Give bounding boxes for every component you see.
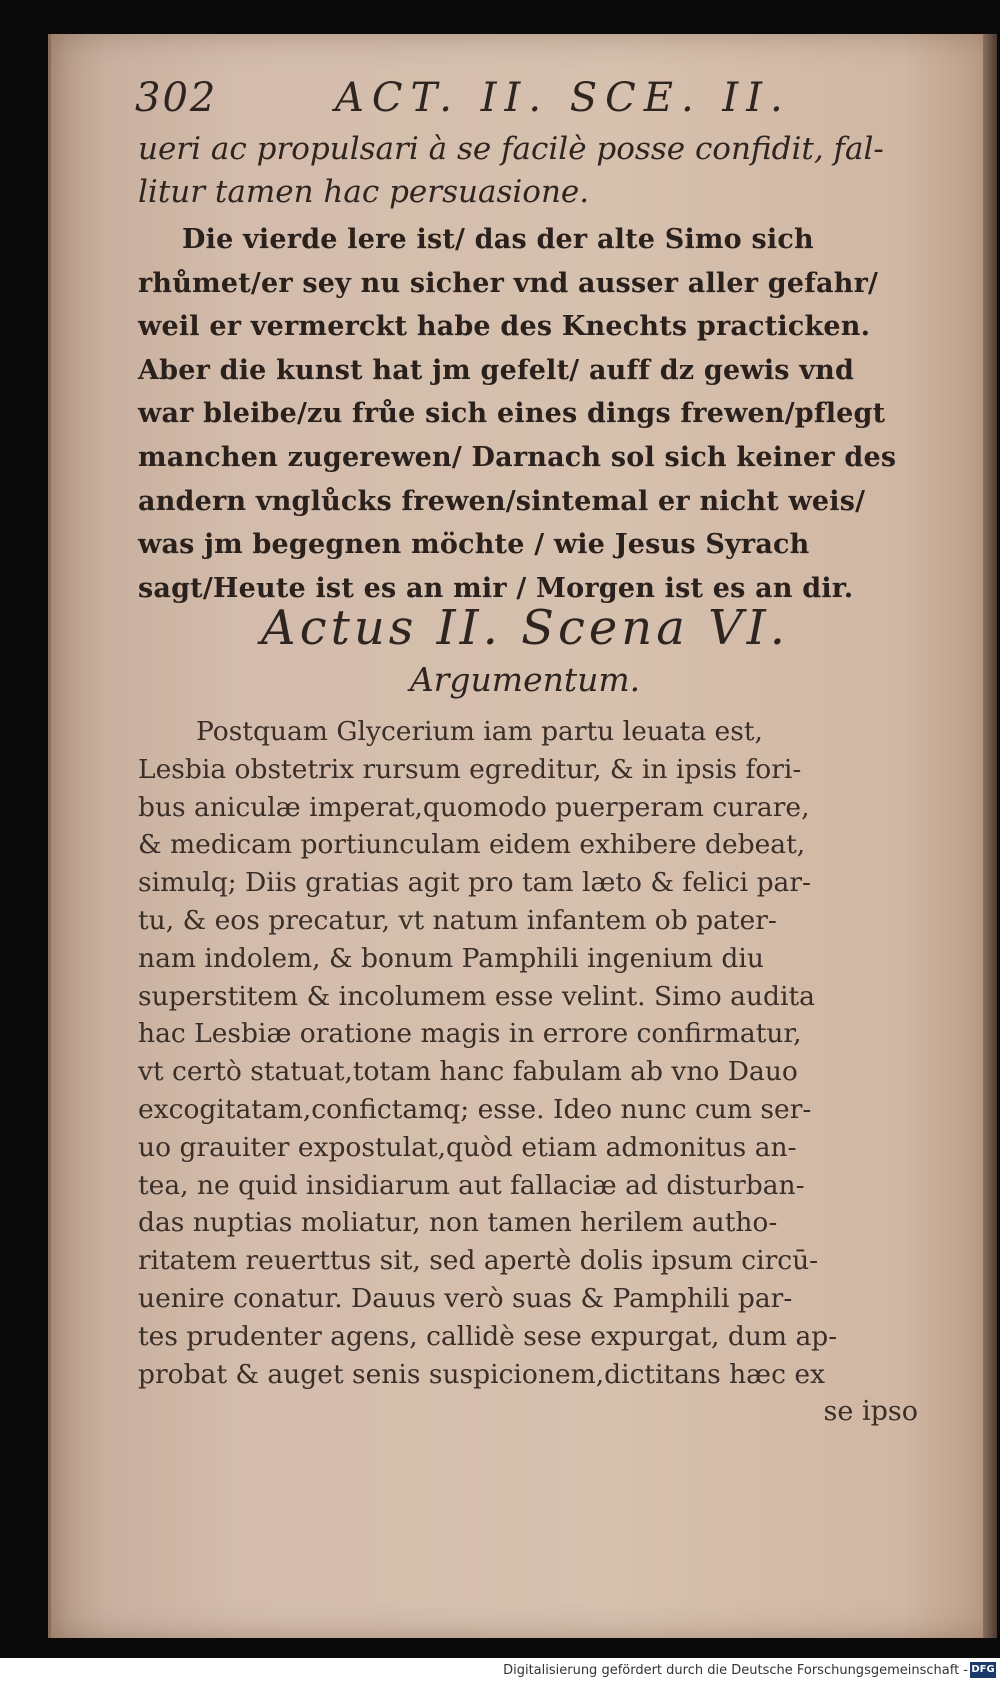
argument-line: uo grauiter expostulat,quòd etiam admonitus an- — [138, 1131, 797, 1163]
argument-line: tea, ne quid insidiarum aut fallaciæ ad disturban- — [138, 1169, 805, 1201]
catchword: se ipso — [823, 1396, 918, 1427]
argument-body — [138, 713, 928, 1393]
argument-line: probat & auget senis suspicionem,dictitans hæc ex — [138, 1358, 825, 1390]
argument-line: das nuptias moliatur, non tamen herilem autho- — [138, 1207, 778, 1239]
german-paragraph — [138, 218, 918, 610]
argument-line: ritatem reuerttus sit, sed apertè dolis ipsum circū- — [138, 1245, 819, 1277]
running-head — [135, 75, 895, 125]
latin-intro-line: litur tamen hac persuasione. — [138, 174, 590, 210]
digitization-footer — [0, 1658, 1000, 1684]
german-line: rhůmet/er sey nu sicher vnd ausser aller gefahr/ — [138, 267, 879, 299]
argument-line: superstitem & incolumem esse velint. Simo audita — [138, 980, 815, 1012]
dfg-logo: DFG — [970, 1662, 996, 1678]
german-line: was jm begegnen möchte / wie Jesus Syrach — [138, 529, 810, 561]
german-line: Die vierde lere ist/ das der alte Simo sich — [182, 224, 814, 255]
argument-line: nam indolem, & bonum Pamphili ingenium diu — [138, 942, 764, 974]
argument-line: uenire conatur. Dauus verò suas & Pamphili par- — [138, 1282, 793, 1314]
page-gutter — [983, 34, 997, 1638]
argument-line: Postquam Glycerium iam partu leuata est, — [196, 716, 763, 747]
german-line: andern vnglůcks frewen/sintemal er nicht weis/ — [138, 485, 866, 517]
german-line: Aber die kunst hat jm gefelt/ auff dz gewis vnd — [138, 354, 855, 386]
argument-line: tu, & eos precatur, vt natum infantem ob pater- — [138, 904, 777, 936]
latin-intro-line: ueri ac propulsari à se facilè posse confidit, fal- — [138, 131, 884, 167]
act-title: Actus II. Scena VI. — [261, 600, 789, 656]
german-line: weil er vermerckt habe des Knechts practicken. — [138, 311, 871, 343]
german-line: manchen zugerewen/ Darnach sol sich keiner des — [138, 441, 897, 473]
german-line: war bleibe/zu frůe sich eines dings frewen/pflegt — [138, 398, 886, 430]
argument-line: & medicam portiunculam eidem exhibere debeat, — [138, 829, 806, 861]
argument-title: Argumentum. — [409, 660, 641, 699]
running-heading: ACT. II. SCE. II. — [335, 75, 791, 121]
argument-line: vt certò statuat,totam hanc fabulam ab vno Dauo — [138, 1056, 798, 1088]
argument-line: excogitatam,confictamq; esse. Ideo nunc cum ser- — [138, 1093, 812, 1125]
argument-line: Lesbia obstetrix rursum egreditur, & in ipsis fori- — [138, 753, 802, 785]
latin-intro — [138, 128, 918, 214]
argument-line: hac Lesbiæ oratione magis in errore confirmatur, — [138, 1018, 802, 1050]
argument-line: tes prudenter agens, callidè sese expurgat, dum ap- — [138, 1320, 838, 1352]
page-number: 302 — [135, 75, 218, 121]
german-line: sagt/Heute ist es an mir / Morgen ist es an dir. — [138, 572, 854, 604]
argument-line: simulq; Diis gratias agit pro tam læto & felici par- — [138, 867, 811, 899]
funding-credit: Digitalisierung gefördert durch die Deutsche Forschungsgemeinschaft - — [503, 1663, 968, 1678]
argument-line: bus aniculæ imperat,quomodo puerperam curare, — [138, 791, 810, 823]
